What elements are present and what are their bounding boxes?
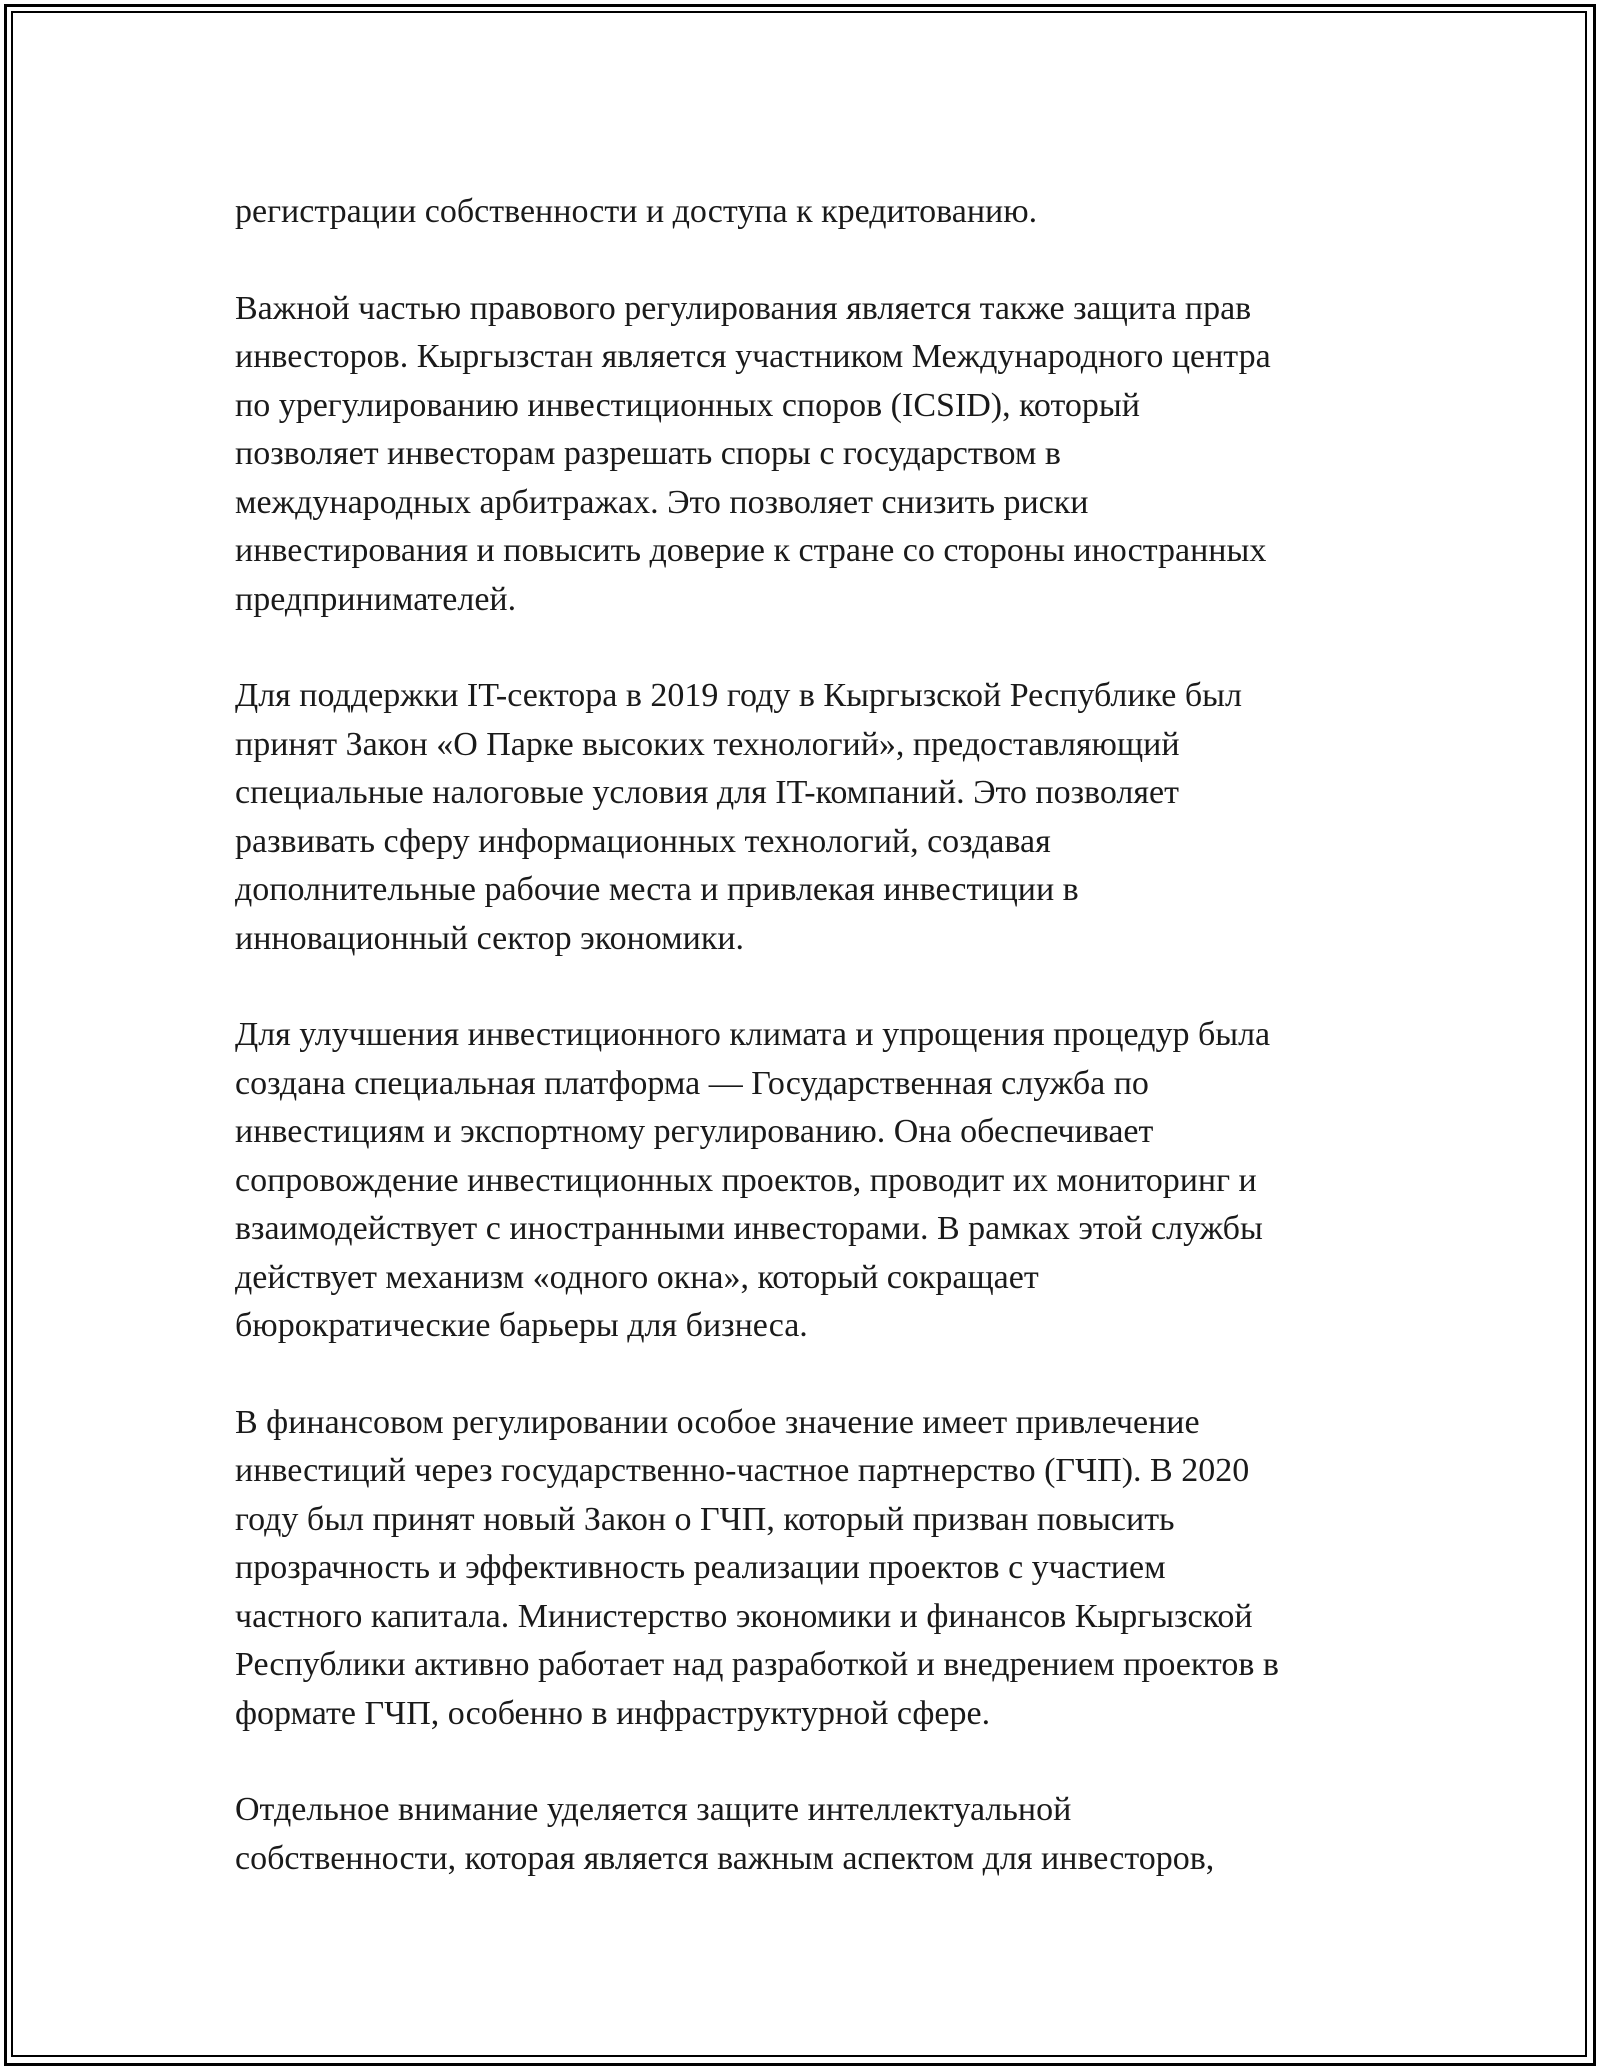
text-line: частного капитала. Министерство экономики и финансов Кыргызской [235, 1597, 1253, 1635]
paragraph-3 [235, 672, 1375, 963]
text-line: Важной частью правового регулирования является также защита прав [235, 289, 1252, 327]
text-line: собственности, которая является важным аспектом для инвесторов, [235, 1839, 1215, 1877]
text-line: регистрации собственности и доступа к кредитованию. [235, 193, 1038, 230]
document-body [235, 188, 1375, 1931]
text-line: предпринимателей. [235, 580, 517, 618]
text-line: сопровождение инвестиционных проектов, проводит их мониторинг и [235, 1161, 1257, 1199]
text-line: инвестиций через государственно-частное партнерство (ГЧП). В 2020 [235, 1452, 1250, 1489]
paragraph-4 [235, 1011, 1375, 1351]
text-line: действует механизм «одного окна», который сокращает [235, 1258, 1039, 1296]
paragraph-1 [235, 188, 1375, 237]
text-line: дополнительные рабочие места и привлекая инвестиции в [235, 871, 1079, 908]
text-line: международных арбитражах. Это позволяет снизить риски [235, 483, 1089, 521]
text-line: Республики активно работает над разработкой и внедрением проектов в [235, 1646, 1279, 1683]
text-line: В финансовом регулировании особое значение имеет привлечение [235, 1403, 1200, 1441]
paragraph-2 [235, 285, 1375, 625]
paragraph-6 [235, 1786, 1375, 1883]
text-line: году был принят новый Закон о ГЧП, который призван повысить [235, 1500, 1175, 1538]
text-line: формате ГЧП, особенно в инфраструктурной сфере. [235, 1694, 991, 1732]
text-line: Для поддержки IT-сектора в 2019 году в Кыргызской Республике был [235, 677, 1242, 714]
text-line: Отдельное внимание уделяется защите интеллектуальной [235, 1791, 1072, 1828]
text-line: по урегулированию инвестиционных споров (ICSID), который [235, 386, 1140, 424]
text-line: Для улучшения инвестиционного климата и упрощения процедур была [235, 1016, 1271, 1053]
text-line: развивать сферу информационных технологий, создавая [235, 822, 1051, 860]
text-line: взаимодействует с иностранными инвесторами. В рамках этой службы [235, 1210, 1263, 1247]
text-line: принят Закон «О Парке высоких технологий», предоставляющий [235, 725, 1180, 763]
text-line: создана специальная платформа — Государственная служба по [235, 1064, 1149, 1102]
text-line: бюрократические барьеры для бизнеса. [235, 1307, 808, 1344]
text-line: инновационный сектор экономики. [235, 919, 745, 957]
text-line: позволяет инвесторам разрешать споры с государством в [235, 435, 1061, 472]
text-line: инвестирования и повысить доверие к стране со стороны иностранных [235, 532, 1267, 569]
paragraph-5 [235, 1399, 1375, 1739]
text-line: специальные налоговые условия для IT-компаний. Это позволяет [235, 774, 1179, 811]
text-line: прозрачность и эффективность реализации проектов с участием [235, 1549, 1166, 1586]
text-line: инвестициям и экспортному регулированию. Она обеспечивает [235, 1113, 1154, 1150]
text-line: инвесторов. Кыргызстан является участником Международного центра [235, 338, 1271, 375]
